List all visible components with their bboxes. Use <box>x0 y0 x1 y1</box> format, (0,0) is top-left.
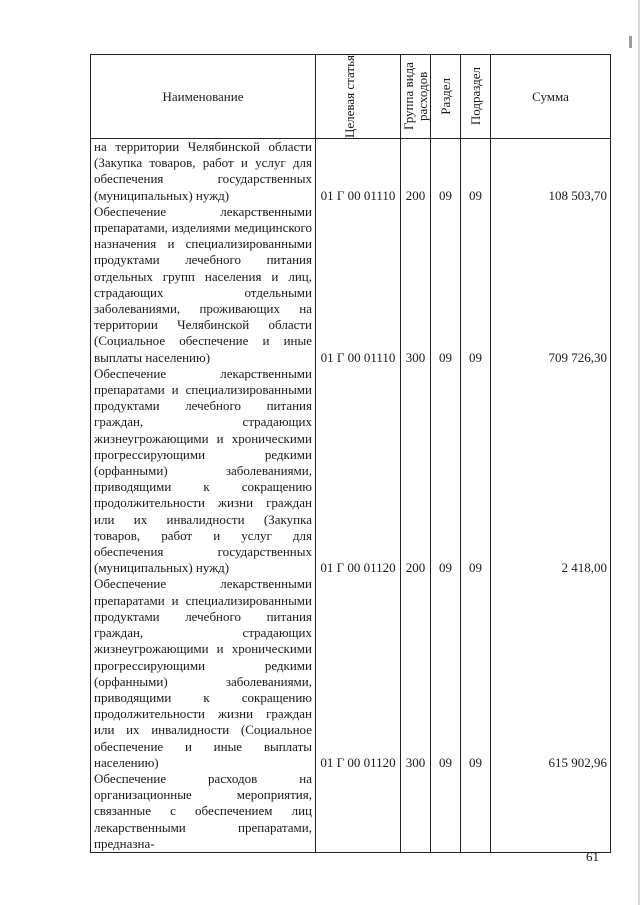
row-sum: 108 503,70 <box>491 139 611 204</box>
row-sum: 615 902,96 <box>491 576 611 770</box>
row-subsection: 09 <box>461 139 491 204</box>
header-subsection-label: Подраздел <box>467 67 483 126</box>
row-target: 01 Г 00 01110 <box>316 204 401 366</box>
header-target-label: Целевая статья <box>342 54 357 138</box>
row-group: 300 <box>401 576 431 770</box>
table-row <box>91 771 611 853</box>
row-name: Обеспечение лекарственными препаратами, изделиями медицинского назначения и специализированными продуктами лечебного питания отдельных групп населения и лиц, страдающих отдельными заболеваниями, проживающих на территории Челябинской области (Социальное обеспечение и иные выплаты населению) <box>94 203 312 365</box>
row-name: Обеспечение расходов на организационные мероприятия, связанные с обеспечением лиц лекарственными препаратами, предназна- <box>94 770 312 851</box>
page-number: 61 <box>586 849 599 864</box>
row-target: 01 Г 00 01120 <box>316 576 401 770</box>
row-section: 09 <box>431 366 461 577</box>
row-group: 300 <box>401 204 431 366</box>
header-name-label: Наименование <box>162 88 244 104</box>
row-target: 01 Г 00 01120 <box>316 366 401 577</box>
header-target <box>316 55 401 139</box>
row-section <box>431 771 461 853</box>
row-group: 200 <box>401 139 431 204</box>
row-name: на территории Челябинской области (Закупка товаров, работ и услуг для обеспечения государственных (муниципальных) нужд) <box>94 139 312 203</box>
row-sum: 709 726,30 <box>491 204 611 366</box>
row-name-cell <box>91 204 316 366</box>
header-group <box>401 55 431 139</box>
row-target: 01 Г 00 01110 <box>316 139 401 204</box>
row-sum <box>491 771 611 853</box>
row-section: 09 <box>431 576 461 770</box>
table-row <box>91 139 611 204</box>
row-sum: 2 418,00 <box>491 366 611 577</box>
row-name: Обеспечение лекарственными препаратами и специализированными продуктами лечебного питания граждан, страдающих жизнеугрожающими и хроническими прогрессирующими редкими (орфанными) заболеваниями, приводящими к сокращению продолжительности жизни граждан или их инвалидности (Закупка товаров, работ и услуг для обеспечения государственных (муниципальных) нужд) <box>94 365 312 576</box>
budget-table <box>90 54 611 853</box>
table-row <box>91 366 611 577</box>
row-name-cell <box>91 771 316 853</box>
header-subsection <box>461 55 491 139</box>
table-header-row <box>91 55 611 139</box>
row-name-cell <box>91 139 316 204</box>
row-group <box>401 771 431 853</box>
header-name <box>91 55 316 139</box>
row-subsection: 09 <box>461 576 491 770</box>
row-subsection: 09 <box>461 366 491 577</box>
row-target <box>316 771 401 853</box>
header-sum-label: Сумма <box>532 88 569 104</box>
header-section-label: Раздел <box>437 78 453 115</box>
row-name-cell <box>91 576 316 770</box>
header-group-label: Группа вида расходов <box>400 62 430 131</box>
row-name-cell <box>91 366 316 577</box>
table-row <box>91 576 611 770</box>
row-section: 09 <box>431 139 461 204</box>
scan-mark <box>629 36 632 48</box>
row-subsection: 09 <box>461 204 491 366</box>
table-row <box>91 204 611 366</box>
row-group: 200 <box>401 366 431 577</box>
row-name: Обеспечение лекарственными препаратами и специализированными продуктами лечебного питания граждан, страдающих жизнеугрожающими и хроническими прогрессирующими редкими (орфанными) заболеваниями, приводящими к сокращению продолжительности жизни граждан или их инвалидности (Социальное обеспечение и иные выплаты населению) <box>94 576 312 770</box>
row-section: 09 <box>431 204 461 366</box>
header-sum <box>491 55 611 139</box>
header-section <box>431 55 461 139</box>
row-subsection <box>461 771 491 853</box>
